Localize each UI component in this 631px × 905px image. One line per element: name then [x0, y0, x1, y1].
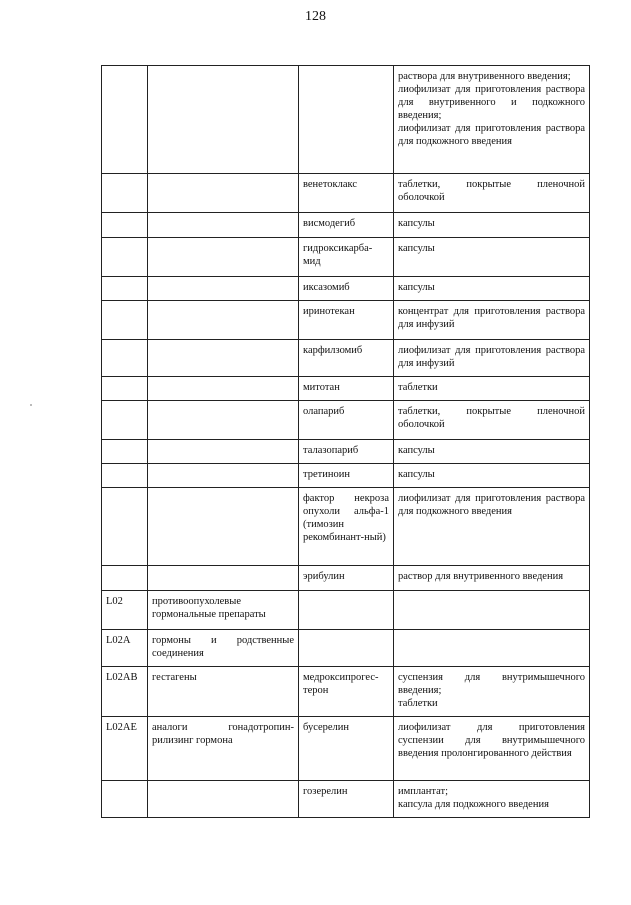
group-name-cell [148, 238, 299, 277]
table-row [102, 277, 590, 301]
dosage-form-entry: лиофилизат для приготовления раствора для внутривенного и подкожного введения; [398, 84, 585, 121]
table-row [102, 717, 590, 781]
dosage-forms-cell [394, 781, 590, 818]
dosage-form-entry: капсулы [398, 445, 435, 456]
atc-code-cell [102, 213, 148, 238]
drug-name-cell [299, 301, 394, 340]
drug-name-cell-text: талазопариб [303, 445, 359, 456]
atc-code-cell [102, 401, 148, 440]
drug-name-cell [299, 401, 394, 440]
drug-name-cell-text: гозерелин [303, 786, 348, 797]
dosage-form-entry: капсулы [398, 218, 435, 229]
group-name-cell [148, 591, 299, 630]
group-name-cell [148, 301, 299, 340]
dosage-forms-cell [394, 238, 590, 277]
drug-name-cell [299, 174, 394, 213]
table-row [102, 377, 590, 401]
atc-code-cell [102, 464, 148, 488]
group-name-cell-text: гестагены [152, 672, 197, 683]
atc-code-cell [102, 301, 148, 340]
dosage-forms-cell [394, 440, 590, 464]
atc-code-cell [102, 781, 148, 818]
dosage-form-entry: лиофилизат для приготовления раствора для подкожного введения [398, 493, 585, 517]
drug-name-cell [299, 440, 394, 464]
atc-code-cell [102, 66, 148, 174]
group-name-cell [148, 401, 299, 440]
group-name-cell-text: гормоны и родственные соединения [152, 635, 294, 659]
group-name-cell [148, 781, 299, 818]
table-row [102, 401, 590, 440]
dosage-form-entry: таблетки [398, 698, 438, 709]
drug-name-cell [299, 277, 394, 301]
table-row [102, 566, 590, 591]
dosage-forms-cell [394, 301, 590, 340]
group-name-cell [148, 174, 299, 213]
drug-name-cell [299, 377, 394, 401]
dosage-forms-cell [394, 591, 590, 630]
table-row [102, 213, 590, 238]
drug-name-cell [299, 213, 394, 238]
group-name-cell [148, 213, 299, 238]
atc-code-cell [102, 277, 148, 301]
table-row [102, 464, 590, 488]
drug-name-cell [299, 238, 394, 277]
group-name-cell [148, 340, 299, 377]
dosage-form-entry: капсулы [398, 243, 435, 254]
table-row [102, 440, 590, 464]
atc-code-cell-text: L02AB [106, 672, 138, 683]
atc-code-cell-text: L02A [106, 635, 131, 646]
drug-name-cell-text: бусерелин [303, 722, 350, 733]
group-name-cell [148, 717, 299, 781]
dosage-form-entry: капсулы [398, 469, 435, 480]
group-name-cell [148, 377, 299, 401]
dosage-form-entry: концентрат для приготовления раствора для инфузий [398, 306, 585, 330]
drug-name-cell [299, 566, 394, 591]
drug-name-cell-text: венетоклакс [303, 179, 358, 190]
dosage-forms-cell [394, 377, 590, 401]
dosage-form-entry: лиофилизат для приготовления раствора для инфузий [398, 345, 585, 369]
drug-name-cell-text: олапариб [303, 406, 345, 417]
dosage-forms-cell [394, 401, 590, 440]
dosage-form-entry: лиофилизат для приготовления суспензии для внутримышечного введения пролонгированного действия [398, 722, 585, 759]
drug-name-cell [299, 464, 394, 488]
atc-code-cell [102, 566, 148, 591]
table-row [102, 630, 590, 667]
table-row [102, 488, 590, 566]
dosage-form-entry: суспензия для внутримышечного введения; [398, 672, 585, 696]
dosage-forms-cell [394, 66, 590, 174]
drug-name-cell [299, 781, 394, 818]
drug-table [101, 65, 590, 818]
group-name-cell [148, 277, 299, 301]
dosage-forms-cell [394, 277, 590, 301]
drug-name-cell-text: иринотекан [303, 306, 355, 317]
dosage-forms-cell [394, 488, 590, 566]
dosage-form-entry: лиофилизат для приготовления раствора для подкожного введения [398, 123, 585, 147]
dosage-forms-cell [394, 630, 590, 667]
table-row [102, 781, 590, 818]
dosage-forms-cell [394, 340, 590, 377]
dosage-form-entry: таблетки [398, 382, 438, 393]
group-name-cell-text: аналоги гонадотропин-рилизинг гормона [152, 722, 294, 746]
atc-code-cell [102, 377, 148, 401]
table-row [102, 66, 590, 174]
drug-name-cell [299, 340, 394, 377]
table-row [102, 667, 590, 717]
dosage-form-entry: раствора для внутривенного введения; [398, 71, 571, 82]
atc-code-cell-text: L02AE [106, 722, 137, 733]
group-name-cell [148, 630, 299, 667]
dosage-forms-cell [394, 717, 590, 781]
dosage-form-entry: капсула для подкожного введения [398, 799, 549, 810]
dosage-form-entry: таблетки, покрытые пленочной оболочкой [398, 406, 585, 430]
drug-name-cell-text: митотан [303, 382, 340, 393]
scan-speck [30, 404, 32, 406]
drug-name-cell [299, 667, 394, 717]
drug-name-cell-text: эрибулин [303, 571, 345, 582]
atc-code-cell [102, 340, 148, 377]
group-name-cell [148, 566, 299, 591]
drug-name-cell-text: карфилзомиб [303, 345, 363, 356]
drug-name-cell [299, 66, 394, 174]
dosage-form-entry: таблетки, покрытые пленочной оболочкой [398, 179, 585, 203]
dosage-forms-cell [394, 213, 590, 238]
group-name-cell [148, 488, 299, 566]
drug-name-cell-text: висмодегиб [303, 218, 356, 229]
table-row [102, 301, 590, 340]
group-name-cell-text: противоопухолевые гормональные препараты [152, 596, 266, 620]
dosage-forms-cell [394, 667, 590, 717]
dosage-form-entry: капсулы [398, 282, 435, 293]
drug-name-cell-text: медроксипрогес-терон [303, 672, 379, 696]
group-name-cell [148, 440, 299, 464]
atc-code-cell [102, 591, 148, 630]
dosage-forms-cell [394, 566, 590, 591]
table-row [102, 591, 590, 630]
drug-name-cell-text: гидроксикарба-мид [303, 243, 373, 267]
atc-code-cell [102, 630, 148, 667]
group-name-cell [148, 66, 299, 174]
dosage-forms-cell [394, 174, 590, 213]
atc-code-cell [102, 174, 148, 213]
table-row [102, 340, 590, 377]
drug-name-cell-text: фактор некроза опухоли альфа-1 (тимозин рекомбинант-ный) [303, 493, 389, 543]
drug-name-cell [299, 630, 394, 667]
drug-name-cell-text: третиноин [303, 469, 350, 480]
atc-code-cell [102, 717, 148, 781]
drug-name-cell [299, 488, 394, 566]
dosage-form-entry: раствор для внутривенного введения [398, 571, 564, 582]
dosage-forms-cell [394, 464, 590, 488]
table-row [102, 238, 590, 277]
table-row [102, 174, 590, 213]
group-name-cell [148, 667, 299, 717]
drug-name-cell [299, 717, 394, 781]
dosage-form-entry: имплантат; [398, 786, 449, 797]
atc-code-cell [102, 667, 148, 717]
atc-code-cell-text: L02 [106, 596, 123, 607]
group-name-cell [148, 464, 299, 488]
atc-code-cell [102, 440, 148, 464]
page-number: 128 [305, 9, 326, 24]
drug-name-cell [299, 591, 394, 630]
drug-name-cell-text: иксазомиб [303, 282, 350, 293]
atc-code-cell [102, 488, 148, 566]
atc-code-cell [102, 238, 148, 277]
